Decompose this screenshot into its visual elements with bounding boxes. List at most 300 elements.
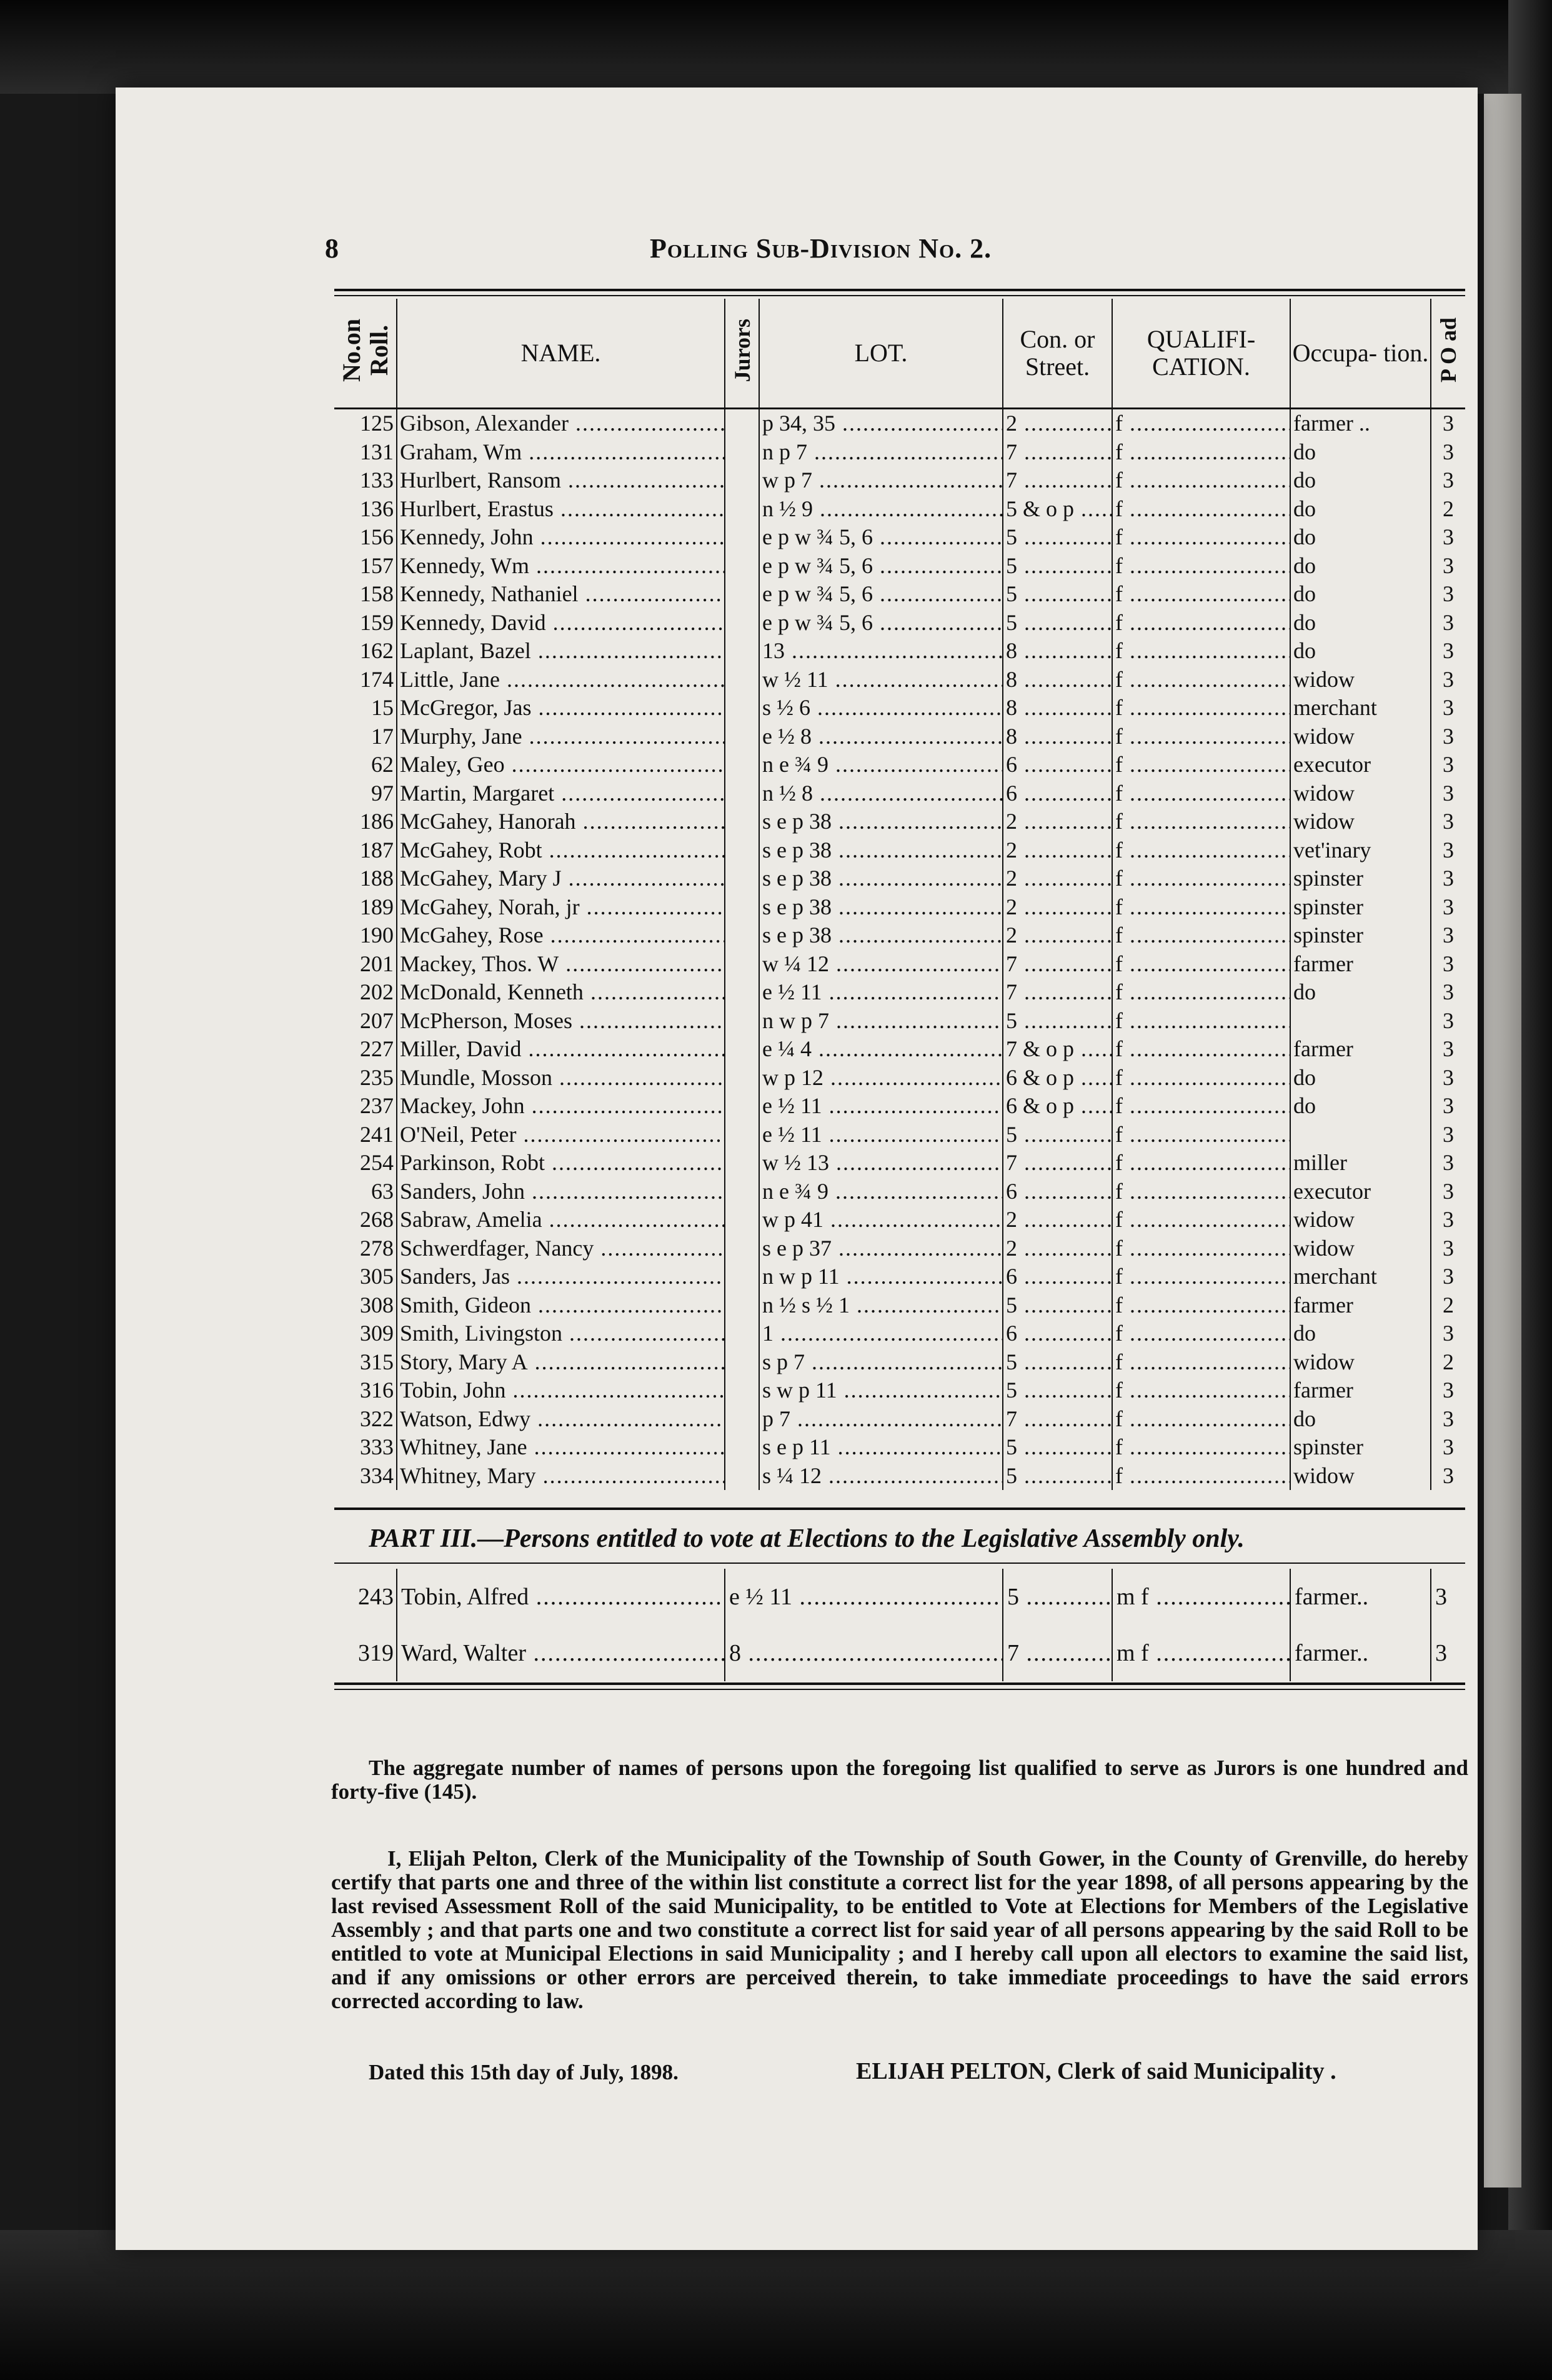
cell-name: McGahey, Mary J ..... [397,864,725,893]
cell-roll: 309 [360,1321,394,1346]
cell-roll: 63 [371,1178,394,1204]
cell-name: Miller, David ..... [397,1035,725,1064]
cell-occ: do [1290,609,1431,638]
cell-name: Parkinson, Robt ..... [397,1149,725,1178]
cell-roll: 308 [360,1292,394,1318]
cell-con: 8 ..... [1003,637,1112,666]
table-row [334,637,1465,666]
part3-table [334,1569,1465,1681]
cell-po: 3 [1431,1462,1465,1491]
cell-name: Martin, Margaret ..... [397,779,725,808]
cell-jurors [725,836,759,865]
cell-roll: 131 [360,439,394,464]
cell-lot: w p 41 ..... [759,1206,1003,1234]
table-row [334,1433,1465,1462]
cell-name: Maley, Geo ..... [397,751,725,779]
cell-qual: f ..... [1112,1064,1290,1092]
cell-occ: spinster [1290,864,1431,893]
cell-qual: f ..... [1112,893,1290,922]
cell-con: 2 ..... [1003,893,1112,922]
cell-occ: farmer .. [1290,409,1431,438]
column-header-qualification: QUALIFI- CATION. [1112,299,1290,409]
voters-list-table [334,299,1465,1490]
cell-roll: 201 [360,951,394,976]
cell-con: 8 ..... [1003,666,1112,694]
cell-con: 6 & o p ..... [1003,1092,1112,1121]
cell-qual: f ..... [1112,950,1290,979]
cell-qual: f ..... [1112,495,1290,524]
cell-name: Sabraw, Amelia ..... [397,1206,725,1234]
cell-qual: f ..... [1112,1262,1290,1291]
cell-po: 3 [1431,1625,1465,1681]
table-row [334,1206,1465,1234]
cell-qual: f ..... [1112,1319,1290,1348]
cell-lot: s e p 38 ..... [759,864,1003,893]
table-row [334,1149,1465,1178]
cell-roll: 157 [360,552,394,578]
part3-end-rule [334,1682,1465,1685]
column-header-name: NAME. [397,299,725,409]
cell-lot: w ½ 11 ..... [759,666,1003,694]
cell-lot: s e p 38 ..... [759,921,1003,950]
table-row [334,1262,1465,1291]
cell-lot: n e ¾ 9 ..... [759,1178,1003,1206]
part3-heading: PART III.—Persons entitled to vote at Elections to the Legislative Assembly only. [369,1524,1245,1553]
cell-po: 3 [1431,836,1465,865]
cell-jurors [725,1433,759,1462]
cell-con: 6 ..... [1003,1319,1112,1348]
cell-name: Kennedy, Wm ..... [397,552,725,581]
cell-po: 3 [1431,466,1465,495]
top-rule-thin [334,295,1465,296]
cell-po: 3 [1431,637,1465,666]
cell-po: 2 [1431,495,1465,524]
cell-name: McGahey, Rose ..... [397,921,725,950]
cell-name: Little, Jane ..... [397,666,725,694]
table-row [334,1319,1465,1348]
cell-po: 3 [1431,580,1465,609]
cell-con: 8 ..... [1003,722,1112,751]
page-number: 8 [325,233,339,264]
cell-jurors [725,978,759,1007]
cell-con: 5 & o p ..... [1003,495,1112,524]
cell-occ: do [1290,523,1431,552]
cell-name: McGahey, Norah, jr ..... [397,893,725,922]
cell-qual: f ..... [1112,751,1290,779]
cell-roll: 334 [360,1462,394,1488]
cell-name: Tobin, Alfred ..... [397,1569,725,1625]
cell-roll: 62 [371,752,394,778]
cell-lot: s ¼ 12 ..... [759,1462,1003,1491]
cell-roll: 316 [360,1378,394,1403]
cell-con: 5 ..... [1003,523,1112,552]
part3-end-rule-thin [334,1689,1465,1690]
column-header-roll: No.on Roll. [334,299,397,409]
cell-occ: widow [1290,666,1431,694]
cell-occ: widow [1290,1234,1431,1263]
cell-con: 7 ..... [1003,1149,1112,1178]
cell-name: Gibson, Alexander ..... [397,409,725,438]
cell-po: 3 [1431,1206,1465,1234]
cell-qual: f ..... [1112,637,1290,666]
cell-name: Sanders, John ..... [397,1178,725,1206]
cell-qual: f ..... [1112,836,1290,865]
cell-lot: s e p 38 ..... [759,893,1003,922]
cell-roll: 125 [360,411,394,436]
cell-qual: f ..... [1112,666,1290,694]
cell-qual: f ..... [1112,722,1290,751]
cell-qual: f ..... [1112,1291,1290,1320]
cell-jurors [725,1092,759,1121]
cell-lot: s w p 11 ..... [759,1376,1003,1405]
scan-dark-border-bottom [0,2230,1552,2380]
cell-occ: spinster [1290,921,1431,950]
cell-occ: farmer [1290,1376,1431,1405]
part3-row [334,1625,1465,1681]
cell-name: McPherson, Moses ..... [397,1007,725,1036]
table-row [334,694,1465,722]
cell-roll: 15 [371,695,394,721]
adjacent-page-edge [1484,94,1521,2188]
cell-po: 3 [1431,893,1465,922]
cell-po: 3 [1431,666,1465,694]
cell-roll: 322 [360,1406,394,1431]
cell-con: 7 ..... [1003,978,1112,1007]
cell-name: Graham, Wm ..... [397,438,725,467]
cell-po: 3 [1431,1569,1465,1625]
cell-po: 3 [1431,1376,1465,1405]
cell-occ: do [1290,1319,1431,1348]
cell-po: 3 [1431,1035,1465,1064]
cell-con: 6 ..... [1003,1178,1112,1206]
cell-po: 2 [1431,1348,1465,1377]
cell-jurors [725,1319,759,1348]
table-row [334,1007,1465,1036]
cell-qual: f ..... [1112,409,1290,438]
cell-qual: f ..... [1112,808,1290,836]
cell-lot: p 34, 35 ..... [759,409,1003,438]
cell-po: 3 [1431,694,1465,722]
cell-occ: do [1290,438,1431,467]
cell-occ: executor [1290,1178,1431,1206]
cell-occ: do [1290,637,1431,666]
cell-name: Hurlbert, Erastus ..... [397,495,725,524]
cell-jurors [725,1121,759,1149]
cell-con: 5 ..... [1003,609,1112,638]
cell-lot: e ½ 8 ..... [759,722,1003,751]
cell-qual: f ..... [1112,1092,1290,1121]
cell-con: 7 ..... [1003,1625,1112,1681]
cell-jurors [725,722,759,751]
cell-qual: f ..... [1112,921,1290,950]
cell-qual: f ..... [1112,1376,1290,1405]
cell-qual: f ..... [1112,694,1290,722]
cell-qual: f ..... [1112,1234,1290,1263]
cell-po: 3 [1431,722,1465,751]
cell-jurors [725,808,759,836]
cell-qual: f ..... [1112,1348,1290,1377]
cell-lot: w p 12 ..... [759,1064,1003,1092]
table-row [334,921,1465,950]
cell-jurors [725,1178,759,1206]
cell-roll: 174 [360,666,394,692]
cell-lot: 13 ..... [759,637,1003,666]
cell-name: McGahey, Robt ..... [397,836,725,865]
table-row [334,779,1465,808]
cell-con: 6 & o p ..... [1003,1064,1112,1092]
cell-name: Smith, Gideon ..... [397,1291,725,1320]
column-header-occupation: Occupa- tion. [1290,299,1431,409]
cell-lot: e ½ 11 ..... [759,1121,1003,1149]
cell-occ: spinster [1290,893,1431,922]
cell-roll: 188 [360,866,394,891]
cell-con: 2 ..... [1003,1206,1112,1234]
cell-po: 3 [1431,1234,1465,1263]
cell-con: 5 ..... [1003,580,1112,609]
cell-occ: do [1290,552,1431,581]
cell-lot: e ½ 11 ..... [759,1092,1003,1121]
cell-con: 5 ..... [1003,1433,1112,1462]
cell-name: Laplant, Bazel ..... [397,637,725,666]
cell-occ: do [1290,1064,1431,1092]
cell-jurors [725,694,759,722]
cell-occ: widow [1290,779,1431,808]
cell-jurors [725,409,759,438]
cell-po: 3 [1431,864,1465,893]
cell-lot: n w p 7 ..... [759,1007,1003,1036]
cell-occ: executor [1290,751,1431,779]
table-row [334,466,1465,495]
table-row [334,1376,1465,1405]
table-row [334,1035,1465,1064]
cell-con: 7 ..... [1003,1405,1112,1434]
cell-qual: f ..... [1112,1433,1290,1462]
table-row [334,836,1465,865]
top-rule [334,289,1465,291]
cell-name: Kennedy, Nathaniel ..... [397,580,725,609]
cell-jurors [725,1064,759,1092]
cell-lot: s p 7 ..... [759,1348,1003,1377]
cell-occ: merchant [1290,1262,1431,1291]
cell-roll: 97 [371,780,394,806]
cell-roll: 278 [360,1235,394,1261]
cell-roll: 158 [360,581,394,607]
cell-lot: e p w ¾ 5, 6 ..... [759,552,1003,581]
column-header-con: Con. or Street. [1003,299,1112,409]
cell-name: Mackey, Thos. W ..... [397,950,725,979]
cell-con: 5 ..... [1003,1376,1112,1405]
cell-name: Whitney, Jane ..... [397,1433,725,1462]
cell-name: Tobin, John ..... [397,1376,725,1405]
cell-jurors [725,438,759,467]
table-row [334,666,1465,694]
table-row [334,1121,1465,1149]
part2-end-rule [334,1508,1465,1510]
cell-name: Sanders, Jas ..... [397,1262,725,1291]
cell-lot: n ½ 9 ..... [759,495,1003,524]
cell-roll: 315 [360,1349,394,1374]
cell-lot: s e p 37 ..... [759,1234,1003,1263]
table-row [334,1092,1465,1121]
cell-qual: f ..... [1112,779,1290,808]
cell-jurors [725,1035,759,1064]
cell-jurors [725,523,759,552]
cell-jurors [725,1405,759,1434]
cell-po: 3 [1431,1319,1465,1348]
cell-roll: 17 [371,723,394,749]
cell-po: 3 [1431,1178,1465,1206]
cell-roll: 227 [360,1036,394,1062]
cell-name: McGahey, Hanorah ..... [397,808,725,836]
cell-con: 2 ..... [1003,864,1112,893]
cell-con: 6 ..... [1003,779,1112,808]
cell-lot: n ½ s ½ 1 ..... [759,1291,1003,1320]
cell-jurors [725,1206,759,1234]
cell-jurors [725,893,759,922]
cell-qual: f ..... [1112,1121,1290,1149]
cell-name: Murphy, Jane ..... [397,722,725,751]
page-header [325,232,1450,270]
cell-name: Kennedy, David ..... [397,609,725,638]
cell-lot: s e p 38 ..... [759,836,1003,865]
cell-lot: s e p 11 ..... [759,1433,1003,1462]
cell-occ: do [1290,495,1431,524]
aggregate-jurors-note: The aggregate number of names of persons upon the foregoing list qualified to serve as Jurors is one hundred and forty-five (145). [331,1756,1468,1804]
cell-jurors [725,495,759,524]
cell-roll: 133 [360,468,394,493]
cell-po: 3 [1431,1064,1465,1092]
cell-jurors [725,466,759,495]
cell-jurors [725,1234,759,1263]
cell-occ [1290,1007,1431,1036]
cell-con: 8 ..... [1003,694,1112,722]
cell-lot: e ½ 11 ..... [759,978,1003,1007]
cell-jurors [725,580,759,609]
cell-lot: s e p 38 ..... [759,808,1003,836]
cell-con: 5 ..... [1003,1121,1112,1149]
cell-po: 3 [1431,779,1465,808]
cell-lot: n e ¾ 9 ..... [759,751,1003,779]
clerk-certification: I, Elijah Pelton, Clerk of the Municipality of the Township of South Gower, in the County of Grenville, do hereby certify that parts one and three of the within list constitute a correct list for the year 1898, of all persons appearing by the last revised Assessment Roll of the said Municipality, to be entitled to Vote at Elections for Members of the Legislative Assembly ; and that parts one and two constitute a correct list for said year of all persons appearing by the said Roll to be entitled to vote at Municipal Elections in said Municipality ; and I hereby call upon all electors to examine the said list, and if any omissions or other errors are perceived therein, to take immediate proceedings to have the said errors corrected according to law. [331,1846,1468,2013]
cell-occ: farmer [1290,1291,1431,1320]
table-row [334,1064,1465,1092]
cell-occ: widow [1290,1462,1431,1491]
cell-con: 2 ..... [1003,836,1112,865]
cell-occ: do [1290,1092,1431,1121]
part3-row [334,1569,1465,1625]
cell-roll: 333 [360,1434,394,1460]
cell-qual: f ..... [1112,580,1290,609]
cell-qual: f ..... [1112,864,1290,893]
cell-con: 5 ..... [1003,1007,1112,1036]
table-row [334,495,1465,524]
cell-occ: miller [1290,1149,1431,1178]
clerk-signature: ELIJAH PELTON, Clerk of said Municipality . [856,2058,1336,2084]
cell-name: Kennedy, John ..... [397,523,725,552]
cell-qual: m f ..... [1112,1625,1290,1681]
cell-roll: 156 [360,524,394,550]
cell-occ: do [1290,978,1431,1007]
cell-po: 3 [1431,1092,1465,1121]
cell-qual: f ..... [1112,1206,1290,1234]
table-row [334,1405,1465,1434]
table-row [334,609,1465,638]
part3-top-rule [334,1562,1465,1564]
cell-qual: f ..... [1112,552,1290,581]
cell-qual: f ..... [1112,438,1290,467]
cell-occ: widow [1290,808,1431,836]
cell-name: Whitney, Mary ..... [397,1462,725,1491]
cell-jurors [725,1348,759,1377]
cell-qual: f ..... [1112,466,1290,495]
cell-jurors [725,950,759,979]
cell-occ: farmer.. [1290,1625,1431,1681]
cell-qual: f ..... [1112,523,1290,552]
cell-lot: p 7 ..... [759,1405,1003,1434]
cell-con: 2 ..... [1003,1234,1112,1263]
cell-po: 3 [1431,438,1465,467]
scan-dark-border-top [0,0,1552,94]
cell-qual: f ..... [1112,1462,1290,1491]
cell-lot: n p 7 ..... [759,438,1003,467]
cell-jurors [725,637,759,666]
cell-lot: e p w ¾ 5, 6 ..... [759,523,1003,552]
cell-con: 5 ..... [1003,552,1112,581]
cell-name: McDonald, Kenneth ..... [397,978,725,1007]
table-row [334,523,1465,552]
cell-con: 2 ..... [1003,409,1112,438]
cell-lot: e ½ 11 ..... [725,1569,1003,1625]
cell-roll: 187 [360,837,394,862]
column-header-jurors: Jurors [725,299,759,409]
cell-con: 5 ..... [1003,1569,1112,1625]
cell-jurors [725,1149,759,1178]
column-header-lot: LOT. [759,299,1003,409]
cell-con: 5 ..... [1003,1348,1112,1377]
cell-po: 3 [1431,552,1465,581]
cell-lot: s ½ 6 ..... [759,694,1003,722]
cell-occ: vet'inary [1290,836,1431,865]
cell-name: Hurlbert, Ransom ..... [397,466,725,495]
cell-con: 5 ..... [1003,1291,1112,1320]
cell-lot: n w p 11 ..... [759,1262,1003,1291]
table-row [334,438,1465,467]
cell-name: Mundle, Mosson ..... [397,1064,725,1092]
cell-roll: 254 [360,1150,394,1176]
cell-po: 3 [1431,1149,1465,1178]
cell-occ: do [1290,466,1431,495]
page-title: Polling Sub-Division No. 2. [650,233,992,264]
cell-roll: 190 [360,922,394,948]
cell-po: 3 [1431,1262,1465,1291]
cell-lot: w ½ 13 ..... [759,1149,1003,1178]
table-row [334,864,1465,893]
cell-name: O'Neil, Peter ..... [397,1121,725,1149]
cell-jurors [725,921,759,950]
cell-con: 2 ..... [1003,921,1112,950]
cell-lot: n ½ 8 ..... [759,779,1003,808]
table-row [334,1234,1465,1263]
cell-roll: 189 [360,894,394,919]
cell-po: 2 [1431,1291,1465,1320]
cell-roll: 235 [360,1064,394,1090]
cell-po: 3 [1431,609,1465,638]
cell-occ: farmer [1290,950,1431,979]
cell-jurors [725,1291,759,1320]
cell-qual: f ..... [1112,1035,1290,1064]
cell-po: 3 [1431,978,1465,1007]
cell-roll: 237 [360,1093,394,1119]
